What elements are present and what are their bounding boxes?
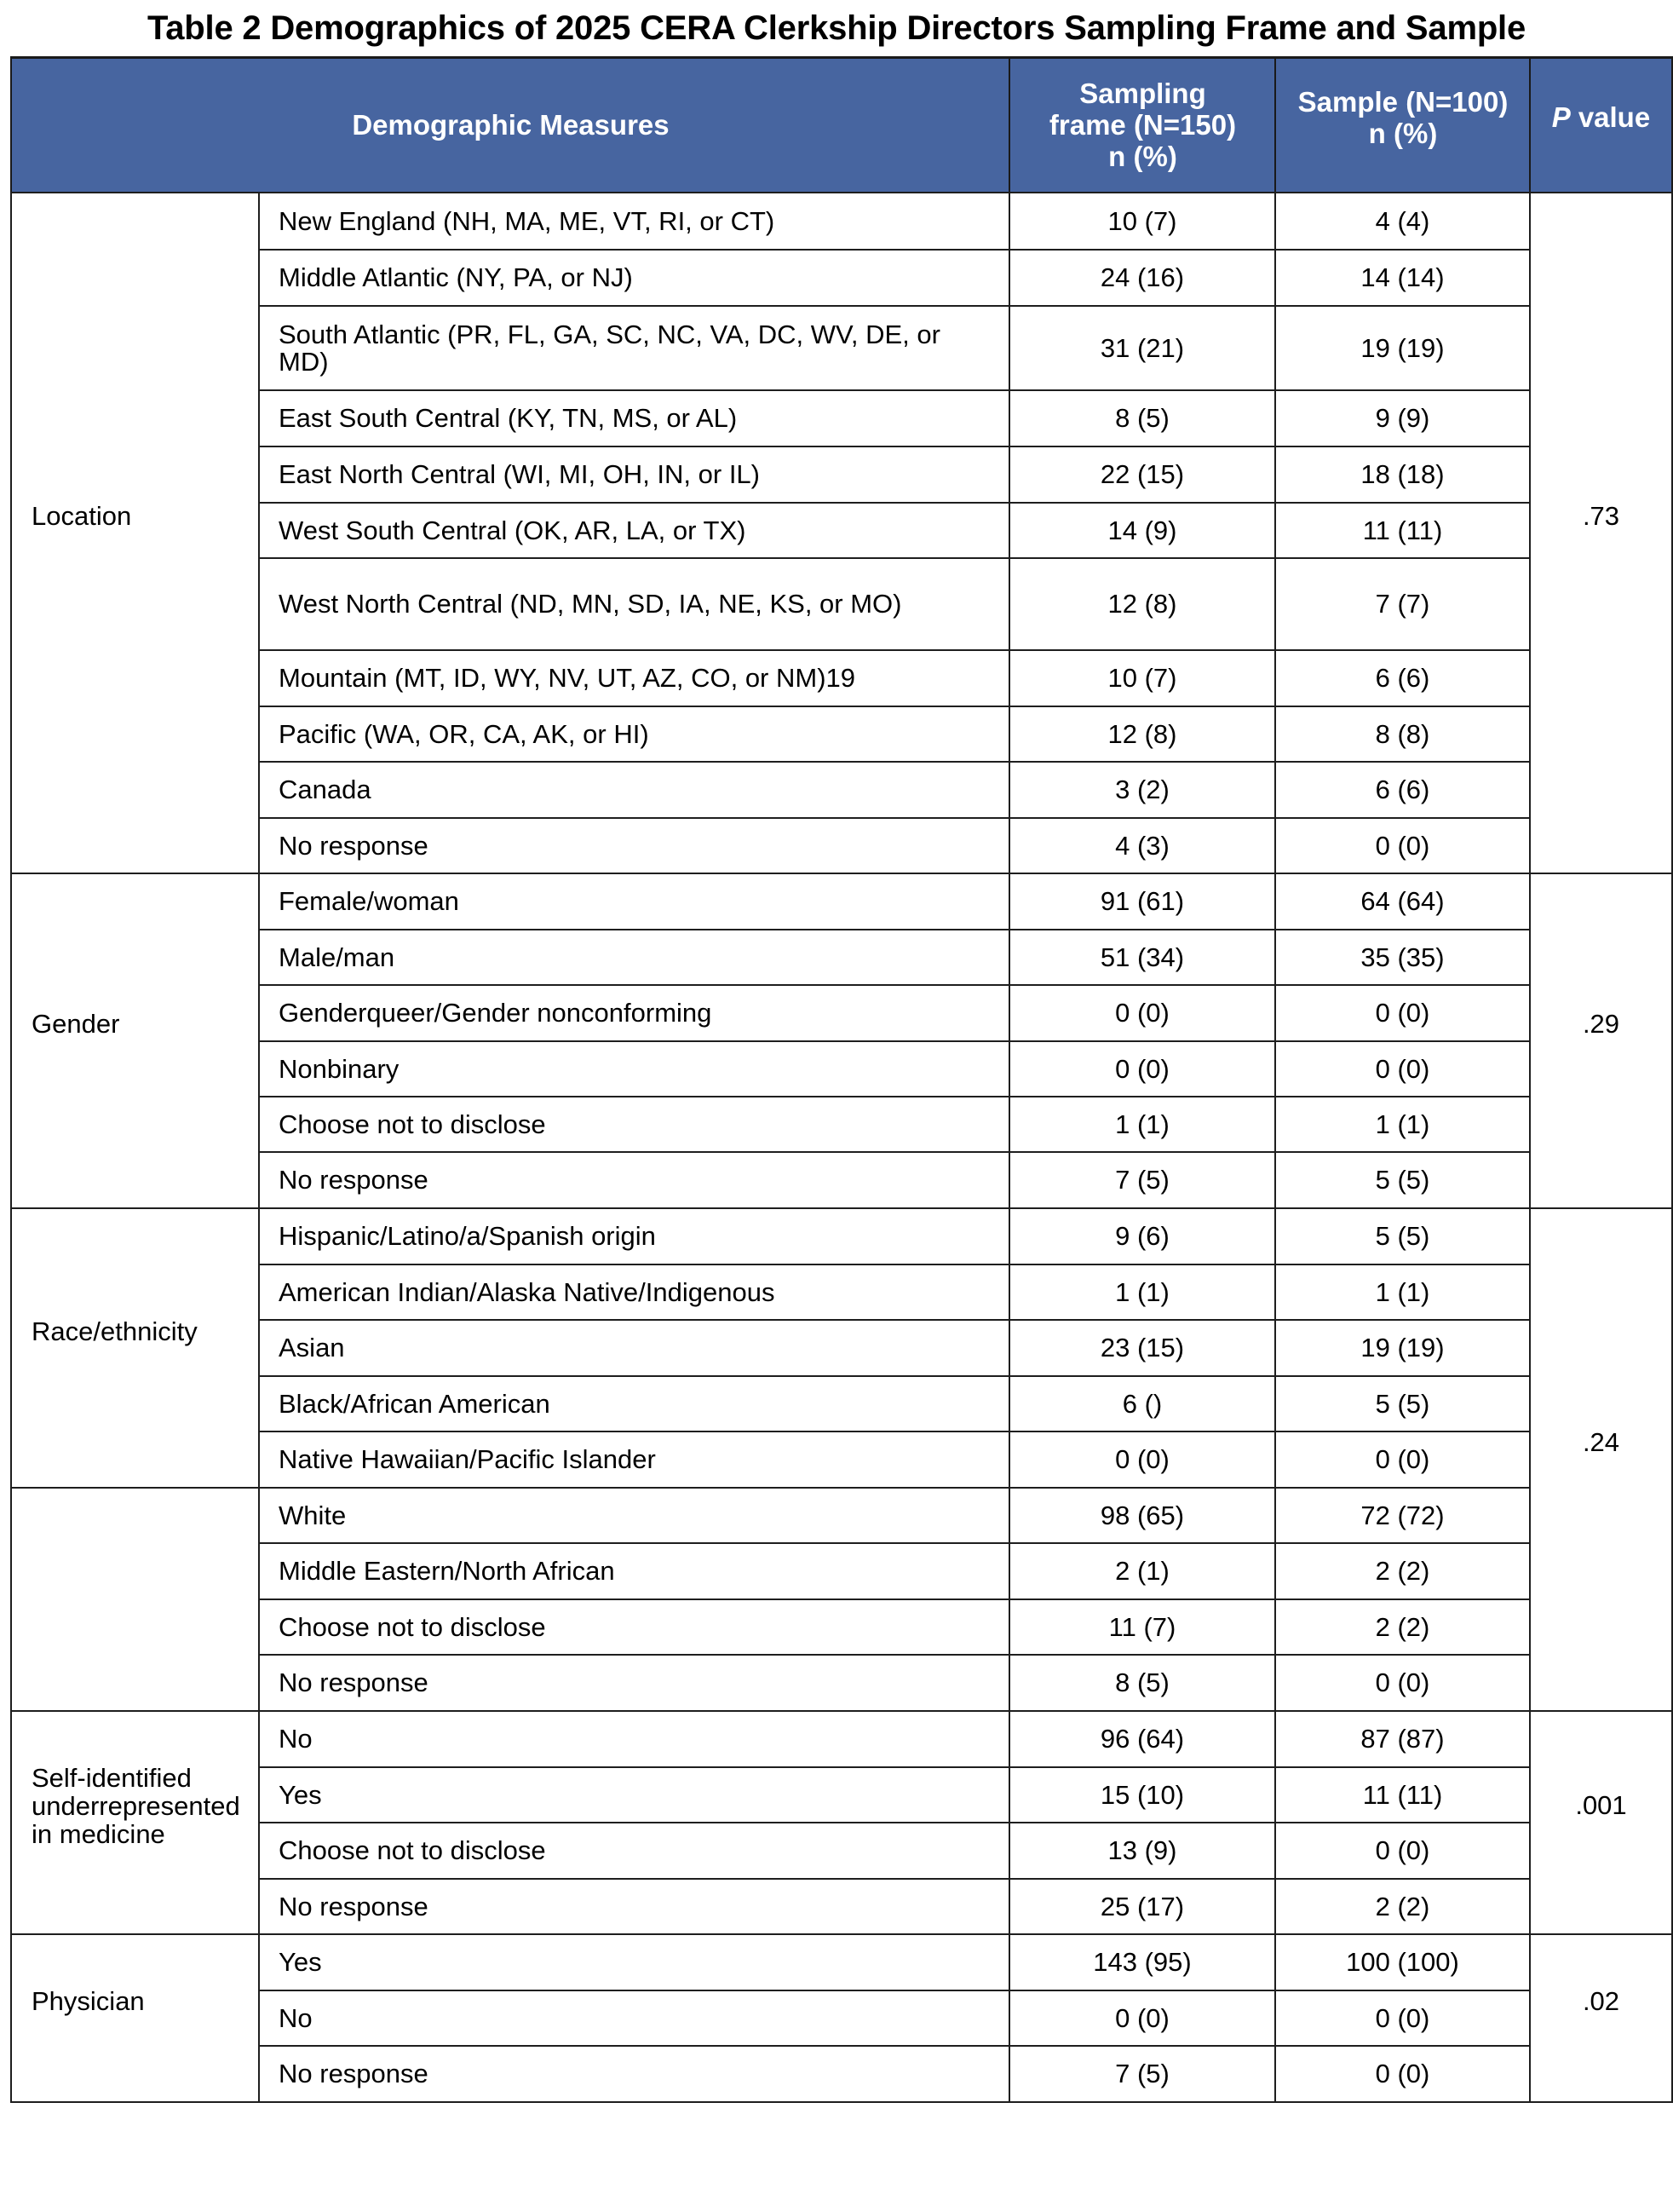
sample-value: 2 (2) bbox=[1375, 1611, 1430, 1642]
measure-cell bbox=[258, 1040, 1010, 1097]
measure-label: West North Central (ND, MN, SD, IA, NE, KS, or MO) bbox=[279, 589, 902, 619]
sample-cell bbox=[1274, 1822, 1531, 1880]
sample-cell bbox=[1274, 817, 1531, 874]
sampling-frame-cell bbox=[1009, 1654, 1276, 1712]
header-sample bbox=[1274, 56, 1532, 194]
sample-cell bbox=[1274, 1040, 1531, 1097]
sample-cell bbox=[1274, 1933, 1531, 1991]
sampling-frame-value: 24 (16) bbox=[1100, 262, 1185, 292]
p-value-cell bbox=[1529, 192, 1673, 874]
section-label-cell bbox=[10, 1933, 260, 2103]
measure-cell bbox=[258, 873, 1010, 930]
sampling-frame-cell bbox=[1009, 305, 1276, 391]
section-label: Location bbox=[32, 501, 132, 531]
sampling-frame-cell bbox=[1009, 1264, 1276, 1321]
sample-value: 0 (0) bbox=[1375, 1053, 1430, 1084]
measure-label: White bbox=[279, 1500, 347, 1530]
sampling-frame-value: 10 (7) bbox=[1107, 205, 1177, 236]
sampling-frame-cell bbox=[1009, 706, 1276, 763]
sample-cell bbox=[1274, 984, 1531, 1042]
sample-value: 5 (5) bbox=[1375, 1388, 1430, 1419]
sampling-frame-value: 7 (5) bbox=[1115, 2059, 1170, 2088]
measure-label: Choose not to disclose bbox=[279, 1835, 546, 1865]
sample-value: 0 (0) bbox=[1375, 1835, 1430, 1865]
measure-cell bbox=[258, 1599, 1010, 1656]
sampling-frame-cell bbox=[1009, 389, 1276, 447]
sampling-frame-value: 8 (5) bbox=[1115, 403, 1170, 433]
measure-cell bbox=[258, 1933, 1010, 1991]
measure-label: No response bbox=[279, 1668, 428, 1697]
sample-value: 5 (5) bbox=[1375, 1221, 1430, 1251]
sampling-frame-cell bbox=[1009, 1040, 1276, 1097]
measure-label: Male/man bbox=[279, 942, 395, 972]
p-symbol: P bbox=[1551, 101, 1571, 133]
sample-cell bbox=[1274, 305, 1531, 391]
measure-label: No bbox=[279, 2002, 313, 2033]
measure-cell bbox=[258, 706, 1010, 763]
sample-cell bbox=[1274, 1990, 1531, 2047]
section-label: Physician bbox=[32, 1986, 145, 2016]
measure-cell bbox=[258, 2045, 1010, 2103]
measure-cell bbox=[258, 1542, 1010, 1600]
sampling-frame-cell bbox=[1009, 446, 1276, 504]
p-value-cell bbox=[1529, 1933, 1673, 2103]
measure-label: Female/woman bbox=[279, 886, 459, 916]
sample-value: 19 (19) bbox=[1360, 1333, 1445, 1362]
measure-cell bbox=[258, 1096, 1010, 1153]
sampling-frame-cell bbox=[1009, 557, 1276, 651]
sampling-frame-cell bbox=[1009, 1822, 1276, 1880]
measure-label: Middle Atlantic (NY, PA, or NJ) bbox=[279, 262, 633, 292]
sampling-frame-value: 0 (0) bbox=[1115, 1444, 1170, 1474]
sample-cell bbox=[1274, 1654, 1531, 1712]
sampling-frame-value: 23 (15) bbox=[1100, 1333, 1185, 1362]
measure-cell bbox=[258, 1990, 1010, 2047]
sample-value: 2 (2) bbox=[1375, 1556, 1430, 1586]
sample-value: 35 (35) bbox=[1360, 942, 1445, 972]
measure-cell bbox=[258, 249, 1010, 307]
sampling-frame-value: 7 (5) bbox=[1115, 1165, 1170, 1195]
p-value-cell bbox=[1529, 873, 1673, 1209]
sample-cell bbox=[1274, 1375, 1531, 1432]
sampling-frame-value: 31 (21) bbox=[1100, 332, 1185, 363]
sample-cell bbox=[1274, 1766, 1531, 1823]
sample-cell bbox=[1274, 929, 1531, 986]
measure-label: No response bbox=[279, 830, 428, 861]
sampling-frame-cell bbox=[1009, 1487, 1276, 1544]
sample-value: 0 (0) bbox=[1375, 1444, 1430, 1474]
sampling-frame-cell bbox=[1009, 1151, 1276, 1209]
sample-cell bbox=[1274, 1710, 1531, 1768]
sampling-frame-value: 98 (65) bbox=[1100, 1500, 1185, 1530]
sampling-frame-value: 25 (17) bbox=[1100, 1891, 1185, 1921]
measure-cell bbox=[258, 389, 1010, 447]
measure-cell bbox=[258, 1710, 1010, 1768]
sample-cell bbox=[1274, 446, 1531, 504]
sampling-frame-value: 1 (1) bbox=[1115, 1276, 1170, 1307]
sampling-frame-cell bbox=[1009, 192, 1276, 251]
sample-value: 0 (0) bbox=[1375, 1668, 1430, 1697]
measure-label: Black/African American bbox=[279, 1388, 550, 1419]
sample-cell bbox=[1274, 1096, 1531, 1153]
p-value-cell bbox=[1529, 1710, 1673, 1935]
measure-label: American Indian/Alaska Native/Indigenous bbox=[279, 1276, 775, 1307]
sample-cell bbox=[1274, 1599, 1531, 1656]
measure-cell bbox=[258, 817, 1010, 874]
section-label-cell bbox=[10, 192, 260, 874]
sample-cell bbox=[1274, 389, 1531, 447]
sampling-frame-value: 1 (1) bbox=[1115, 1109, 1170, 1139]
sample-value: 1 (1) bbox=[1375, 1109, 1430, 1139]
p-value: .24 bbox=[1582, 1427, 1620, 1457]
measure-cell bbox=[258, 557, 1010, 651]
sampling-frame-value: 15 (10) bbox=[1100, 1779, 1185, 1810]
measure-label: East South Central (KY, TN, MS, or AL) bbox=[279, 403, 738, 433]
measure-cell bbox=[258, 1878, 1010, 1935]
p-value-cell bbox=[1529, 1207, 1673, 1712]
sample-value: 0 (0) bbox=[1375, 830, 1430, 861]
header-sample-label: Sample (N=100) n (%) bbox=[1297, 85, 1509, 149]
sample-value: 18 (18) bbox=[1360, 459, 1445, 489]
measure-cell bbox=[258, 1207, 1010, 1265]
sampling-frame-cell bbox=[1009, 1542, 1276, 1600]
measure-label: Nonbinary bbox=[279, 1053, 400, 1084]
sample-value: 11 (11) bbox=[1362, 1779, 1443, 1810]
sample-cell bbox=[1274, 706, 1531, 763]
measure-cell bbox=[258, 761, 1010, 819]
measure-cell bbox=[258, 1654, 1010, 1712]
measure-cell bbox=[258, 1431, 1010, 1489]
measure-label: Mountain (MT, ID, WY, NV, UT, AZ, CO, or NM)19 bbox=[279, 663, 856, 693]
sample-value: 5 (5) bbox=[1375, 1165, 1430, 1195]
sample-cell bbox=[1274, 649, 1531, 707]
p-value: .001 bbox=[1575, 1790, 1627, 1820]
sample-value: 6 (6) bbox=[1375, 775, 1430, 804]
sampling-frame-value: 12 (8) bbox=[1107, 589, 1177, 619]
measure-label: East North Central (WI, MI, OH, IN, or IL) bbox=[279, 459, 760, 489]
measure-label: Yes bbox=[279, 1947, 322, 1977]
p-value: .02 bbox=[1582, 1985, 1620, 2016]
measure-label: No bbox=[279, 1724, 313, 1754]
sampling-frame-value: 51 (34) bbox=[1100, 942, 1185, 972]
measure-label: South Atlantic (PR, FL, GA, SC, NC, VA, DC, WV, DE, or MD) bbox=[279, 319, 940, 377]
sample-value: 7 (7) bbox=[1375, 589, 1430, 619]
measure-cell bbox=[258, 984, 1010, 1042]
sample-cell bbox=[1274, 1542, 1531, 1600]
sampling-frame-value: 13 (9) bbox=[1107, 1835, 1177, 1865]
section-label-cell-empty bbox=[10, 1487, 260, 1712]
sampling-frame-value: 22 (15) bbox=[1100, 459, 1185, 489]
sampling-frame-cell bbox=[1009, 1710, 1276, 1768]
sampling-frame-cell bbox=[1009, 249, 1276, 307]
p-value: .73 bbox=[1582, 500, 1620, 531]
sample-value: 64 (64) bbox=[1360, 886, 1445, 916]
measure-label: Yes bbox=[279, 1779, 322, 1810]
sample-value: 0 (0) bbox=[1375, 998, 1430, 1028]
sampling-frame-cell bbox=[1009, 1990, 1276, 2047]
header-p-value-label bbox=[1552, 101, 1650, 133]
sampling-frame-value: 91 (61) bbox=[1100, 886, 1185, 916]
sample-value: 1 (1) bbox=[1375, 1276, 1430, 1307]
header-p-value bbox=[1529, 56, 1673, 194]
sampling-frame-cell bbox=[1009, 1431, 1276, 1489]
measure-label: No response bbox=[279, 1891, 428, 1921]
sample-cell bbox=[1274, 249, 1531, 307]
sample-cell bbox=[1274, 1319, 1531, 1377]
sample-cell bbox=[1274, 1487, 1531, 1544]
header-sampling-frame-label: Sampling frame (N=150) n (%) bbox=[1049, 78, 1237, 172]
sampling-frame-cell bbox=[1009, 761, 1276, 819]
measure-label: Native Hawaiian/Pacific Islander bbox=[279, 1444, 656, 1474]
measure-cell bbox=[258, 1151, 1010, 1209]
header-demographic-measures bbox=[10, 56, 1011, 194]
sample-cell bbox=[1274, 1151, 1531, 1209]
section-label: Self-identified underrepresented in medicine bbox=[32, 1762, 240, 1849]
sampling-frame-cell bbox=[1009, 929, 1276, 986]
measure-label: West South Central (OK, AR, LA, or TX) bbox=[279, 515, 746, 545]
sampling-frame-cell bbox=[1009, 1766, 1276, 1823]
header-demographic-measures-label: Demographic Measures bbox=[352, 109, 670, 141]
sample-cell bbox=[1274, 1878, 1531, 1935]
sample-value: 87 (87) bbox=[1360, 1724, 1445, 1754]
sampling-frame-cell bbox=[1009, 1375, 1276, 1432]
measure-cell bbox=[258, 649, 1010, 707]
measure-cell bbox=[258, 305, 1010, 391]
measure-label: No response bbox=[279, 2059, 428, 2088]
sample-value: 0 (0) bbox=[1375, 2002, 1430, 2033]
sample-cell bbox=[1274, 873, 1531, 930]
measure-cell bbox=[258, 929, 1010, 986]
table-title: Table 2 Demographics of 2025 CERA Clerkship Directors Sampling Frame and Sample bbox=[147, 9, 1526, 47]
sampling-frame-value: 8 (5) bbox=[1115, 1668, 1170, 1697]
sampling-frame-value: 0 (0) bbox=[1115, 1053, 1170, 1084]
measure-cell bbox=[258, 1766, 1010, 1823]
sample-value: 100 (100) bbox=[1346, 1947, 1459, 1977]
sampling-frame-value: 12 (8) bbox=[1107, 718, 1177, 749]
sampling-frame-cell bbox=[1009, 2045, 1276, 2103]
measure-cell bbox=[258, 502, 1010, 559]
sample-cell bbox=[1274, 1264, 1531, 1321]
section-label-cell bbox=[10, 1207, 260, 1489]
sampling-frame-cell bbox=[1009, 1599, 1276, 1656]
sample-cell bbox=[1274, 761, 1531, 819]
sample-value: 8 (8) bbox=[1375, 718, 1430, 749]
measure-label: Asian bbox=[279, 1333, 345, 1362]
sampling-frame-cell bbox=[1009, 649, 1276, 707]
sample-value: 2 (2) bbox=[1375, 1891, 1430, 1921]
sampling-frame-cell bbox=[1009, 1933, 1276, 1991]
sample-value: 9 (9) bbox=[1375, 403, 1430, 433]
section-label-cell bbox=[10, 873, 260, 1209]
sampling-frame-cell bbox=[1009, 1096, 1276, 1153]
measure-cell bbox=[258, 1822, 1010, 1880]
measure-label: Choose not to disclose bbox=[279, 1611, 546, 1642]
sampling-frame-cell bbox=[1009, 1207, 1276, 1265]
measure-label: Genderqueer/Gender nonconforming bbox=[279, 998, 712, 1028]
sample-cell bbox=[1274, 502, 1531, 559]
sampling-frame-value: 3 (2) bbox=[1115, 775, 1170, 804]
sample-cell bbox=[1274, 1431, 1531, 1489]
sample-value: 11 (11) bbox=[1362, 515, 1443, 545]
sampling-frame-cell bbox=[1009, 1319, 1276, 1377]
measure-label: New England (NH, MA, ME, VT, RI, or CT) bbox=[279, 205, 775, 236]
sampling-frame-value: 143 (95) bbox=[1093, 1947, 1192, 1977]
sampling-frame-value: 11 (7) bbox=[1108, 1611, 1176, 1642]
measure-cell bbox=[258, 1319, 1010, 1377]
header-sampling-frame bbox=[1009, 56, 1277, 194]
sampling-frame-value: 2 (1) bbox=[1115, 1556, 1170, 1586]
measure-cell bbox=[258, 1487, 1010, 1544]
sampling-frame-cell bbox=[1009, 1878, 1276, 1935]
sampling-frame-cell bbox=[1009, 817, 1276, 874]
p-value: .29 bbox=[1582, 1008, 1620, 1039]
sample-cell bbox=[1274, 557, 1531, 651]
measure-cell bbox=[258, 1375, 1010, 1432]
sample-value: 0 (0) bbox=[1375, 2059, 1430, 2088]
sampling-frame-cell bbox=[1009, 984, 1276, 1042]
sampling-frame-value: 96 (64) bbox=[1100, 1724, 1185, 1754]
sampling-frame-value: 6 () bbox=[1122, 1388, 1163, 1419]
sampling-frame-value: 9 (6) bbox=[1115, 1221, 1170, 1251]
measure-label: No response bbox=[279, 1165, 428, 1195]
measure-label: Hispanic/Latino/a/Spanish origin bbox=[279, 1221, 656, 1251]
sample-value: 14 (14) bbox=[1360, 262, 1445, 292]
sampling-frame-value: 4 (3) bbox=[1115, 830, 1170, 861]
section-label: Gender bbox=[32, 1009, 120, 1039]
sampling-frame-cell bbox=[1009, 502, 1276, 559]
measure-cell bbox=[258, 1264, 1010, 1321]
sampling-frame-value: 10 (7) bbox=[1107, 663, 1177, 693]
measure-label: Canada bbox=[279, 775, 371, 804]
sample-cell bbox=[1274, 1207, 1531, 1265]
sampling-frame-value: 0 (0) bbox=[1115, 2002, 1170, 2033]
sampling-frame-value: 14 (9) bbox=[1107, 515, 1177, 545]
sample-cell bbox=[1274, 2045, 1531, 2103]
measure-label: Choose not to disclose bbox=[279, 1109, 546, 1139]
measure-cell bbox=[258, 446, 1010, 504]
sample-value: 6 (6) bbox=[1375, 663, 1430, 693]
sample-cell bbox=[1274, 192, 1531, 251]
sample-value: 4 (4) bbox=[1375, 205, 1430, 236]
section-label: Race/ethnicity bbox=[32, 1316, 198, 1346]
p-value-word: value bbox=[1578, 101, 1651, 133]
sample-value: 72 (72) bbox=[1360, 1500, 1445, 1530]
measure-label: Pacific (WA, OR, CA, AK, or HI) bbox=[279, 718, 649, 749]
measure-cell bbox=[258, 192, 1010, 251]
sampling-frame-cell bbox=[1009, 873, 1276, 930]
sampling-frame-value: 0 (0) bbox=[1115, 998, 1170, 1028]
measure-label: Middle Eastern/North African bbox=[279, 1556, 615, 1586]
section-label-cell bbox=[10, 1710, 260, 1935]
sample-value: 19 (19) bbox=[1360, 332, 1445, 363]
